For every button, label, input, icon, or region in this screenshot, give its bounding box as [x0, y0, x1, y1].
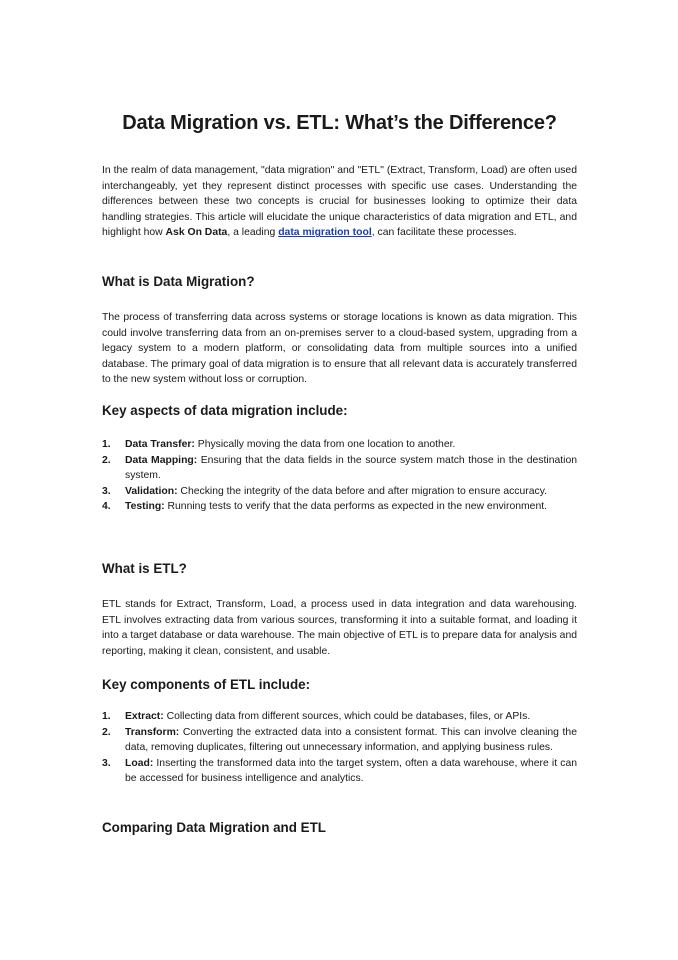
list-number: 1.: [102, 439, 111, 450]
key-components-list: [102, 709, 577, 787]
list-number: 2.: [102, 454, 111, 466]
list-term: Validation:: [125, 485, 178, 497]
intro-text-after: , can facilitate these processes.: [371, 227, 517, 239]
heading-what-is-etl: What is ETL?: [102, 561, 187, 576]
list-term: Data Mapping:: [125, 454, 198, 466]
list-term: Data Transfer:: [125, 439, 195, 450]
page-title: Data Migration vs. ETL: What’s the Difference?: [122, 112, 557, 134]
list-text: Running tests to verify that the data performs as expected in the new environment.: [164, 501, 547, 513]
heading-what-is-data-migration: What is Data Migration?: [102, 274, 255, 289]
list-item: [102, 499, 577, 515]
data-migration-paragraph: The process of transferring data across systems or storage locations is known as data migration. This could involve transferring data from an on-premises server to a cloud-based system, upgrading from a legacy system to a modern platform, or consolidating data from multiple sources into a unified database. The primary goal of data migration is to ensure that all relevant data is accurately transferred to the new system without loss or corruption.: [102, 312, 577, 386]
list-text: Collecting data from different sources, which could be databases, files, or APIs.: [163, 711, 531, 722]
intro-text-middle: , a leading: [227, 227, 279, 239]
heading-key-aspects: Key aspects of data migration include:: [102, 403, 348, 418]
list-number: 3.: [102, 485, 111, 497]
list-text: Converting the extracted data into a consistent format. This can involve cleaning the data, removing duplicates, filtering out unnecessary information, and applying business rules.: [125, 726, 577, 754]
list-text: Physically moving the data from one location to another.: [194, 439, 456, 450]
heading-comparing: Comparing Data Migration and ETL: [102, 820, 326, 835]
list-term: Load:: [125, 757, 154, 769]
data-migration-tool-link[interactable]: data migration tool: [278, 227, 372, 239]
list-item: [102, 437, 577, 453]
list-number: 4.: [102, 501, 111, 513]
list-number: 2.: [102, 726, 111, 738]
list-number: 1.: [102, 711, 111, 722]
list-item: [102, 484, 577, 500]
intro-paragraph: [102, 163, 577, 241]
heading-key-components: Key components of ETL include:: [102, 677, 311, 692]
key-aspects-list: [102, 437, 577, 515]
list-item: [102, 709, 577, 725]
list-text: Inserting the transformed data into the target system, often a data warehouse, where it can be accessed for business intelligence and analytics.: [125, 757, 577, 785]
list-number: 3.: [102, 757, 111, 769]
list-item: [102, 725, 577, 756]
etl-paragraph: ETL stands for Extract, Transform, Load, a process used in data integration and data warehousing. ETL involves extracting data from various sources, transforming it into a suitable format, and loading it into a target database or data warehouse. The main objective of ETL is to prepare data for analysis and reporting, making it clean, consistent, and usable.: [102, 599, 577, 657]
list-term: Transform:: [125, 726, 180, 738]
intro-text-before: In the realm of data management, "data migration" and "ETL" (Extract, Transform, Load) are often used interchangeably, yet they represent distinct processes with specific use cases. Understanding the differences between these two concepts is crucial for businesses looking to optimize their data handling strategies. This article will elucidate the unique characteristics of data migration and ETL, and highlight how: [102, 165, 577, 239]
list-text: Ensuring that the data fields in the source system match those in the destination system.: [125, 454, 577, 482]
list-term: Testing:: [125, 501, 165, 513]
brand-name: Ask On Data: [165, 227, 228, 239]
list-item: [102, 756, 577, 787]
list-term: Extract:: [125, 711, 164, 722]
list-item: [102, 453, 577, 484]
list-text: Checking the integrity of the data before and after migration to ensure accuracy.: [177, 485, 548, 497]
